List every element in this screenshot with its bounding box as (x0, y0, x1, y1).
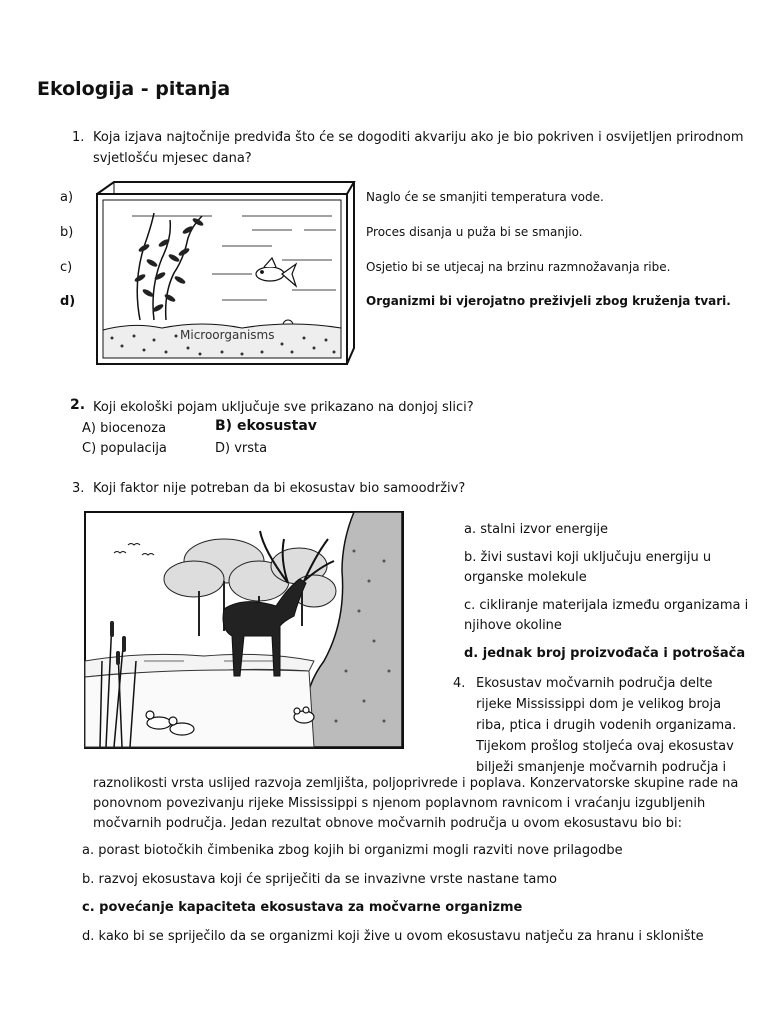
q4-text-line6: raznolikosti vrsta uslijed razvoja zemljišta, poljoprivrede i poplava. Konzervatorske skupine rade na (93, 776, 739, 791)
q1-option-d-text: Organizmi bi vjerojatno preživjeli zbog kruženja tvari. (366, 294, 731, 308)
q3-option-c-line1: c. cikliranje materijala između organizama i (464, 598, 749, 613)
q2-number: 2. (70, 397, 86, 413)
q3-option-c-line2: njihove okoline (464, 618, 562, 633)
q3-option-b-line2: organske molekule (464, 570, 587, 585)
q4-option-a: a. porast biotočkih čimbenika zbog kojih bi organizmi mogli razviti nove prilagodbe (82, 843, 623, 858)
microorganisms-label: Microorganisms (180, 328, 275, 342)
q4-text-line8: močvarnih područja. Jedan rezultat obnove močvarnih područja u ovom ekosustavu bio bi: (93, 816, 683, 831)
page-title: Ekologija - pitanja (37, 78, 231, 100)
q4-number: 4. (453, 676, 466, 691)
q4-text-line1: Ekosustav močvarnih područja delte (476, 676, 713, 691)
q1-option-b-text: Proces disanja u puža bi se smanjio. (366, 225, 583, 239)
q2-option-d: D) vrsta (215, 441, 268, 456)
q3-number: 3. (72, 481, 85, 496)
q1-text-line1: Koja izjava najtočnije predviđa što će se dogoditi akvariju ako je bio pokriven i osvijetljen prirodnom (93, 130, 744, 145)
q1-option-a-text: Naglo će se smanjiti temperatura vode. (366, 190, 604, 204)
q4-text-line7: ponovnom povezivanju rijeke Mississippi s njenom poplavnom ravnicom i vraćanju izgubljenih (93, 796, 706, 811)
q4-text-line3: riba, ptica i drugih vodenih organizama. (476, 718, 737, 733)
q3-option-d: d. jednak broj proizvođača i potrošača (464, 646, 746, 661)
q4-option-c: c. povećanje kapaciteta ekosustava za močvarne organizme (82, 900, 523, 915)
q2-option-b: B) ekosustav (215, 418, 317, 434)
aquarium-illustration (92, 168, 356, 374)
q1-option-b-label: b) (60, 225, 74, 240)
q4-text-line2: rijeke Mississippi dom je velikog broja (476, 697, 722, 712)
q1-option-c-label: c) (60, 260, 73, 275)
q3-option-a: a. stalni izvor energije (464, 522, 609, 537)
q2-text: Koji ekološki pojam uključuje sve prikazano na donjoj slici? (93, 400, 474, 415)
q3-option-b-line1: b. živi sustavi koji uključuju energiju u (464, 550, 712, 565)
q4-text-line5: bilježi smanjenje močvarnih područja i (476, 760, 727, 775)
q3-text: Koji faktor nije potreban da bi ekosustav bio samoodrživ? (93, 481, 466, 496)
ecosystem-illustration (84, 511, 404, 749)
q1-text-line2: svjetlošću mjesec dana? (93, 151, 252, 166)
q4-option-b: b. razvoj ekosustava koji će spriječiti da se invazivne vrste nastane tamo (82, 872, 557, 887)
q4-option-d: d. kako bi se spriječilo da se organizmi koji žive u ovom ekosustavu natječu za hranu i sklonište (82, 929, 704, 944)
q2-option-a: A) biocenoza (82, 421, 167, 436)
q2-option-c: C) populacija (82, 441, 167, 456)
q4-text-line4: Tijekom prošlog stoljeća ovaj ekosustav (476, 739, 734, 754)
q1-number: 1. (72, 130, 85, 145)
q1-option-a-label: a) (60, 190, 74, 205)
q1-option-c-text: Osjetio bi se utjecaj na brzinu razmnožavanja ribe. (366, 260, 671, 274)
q1-option-d-label: d) (60, 294, 76, 309)
